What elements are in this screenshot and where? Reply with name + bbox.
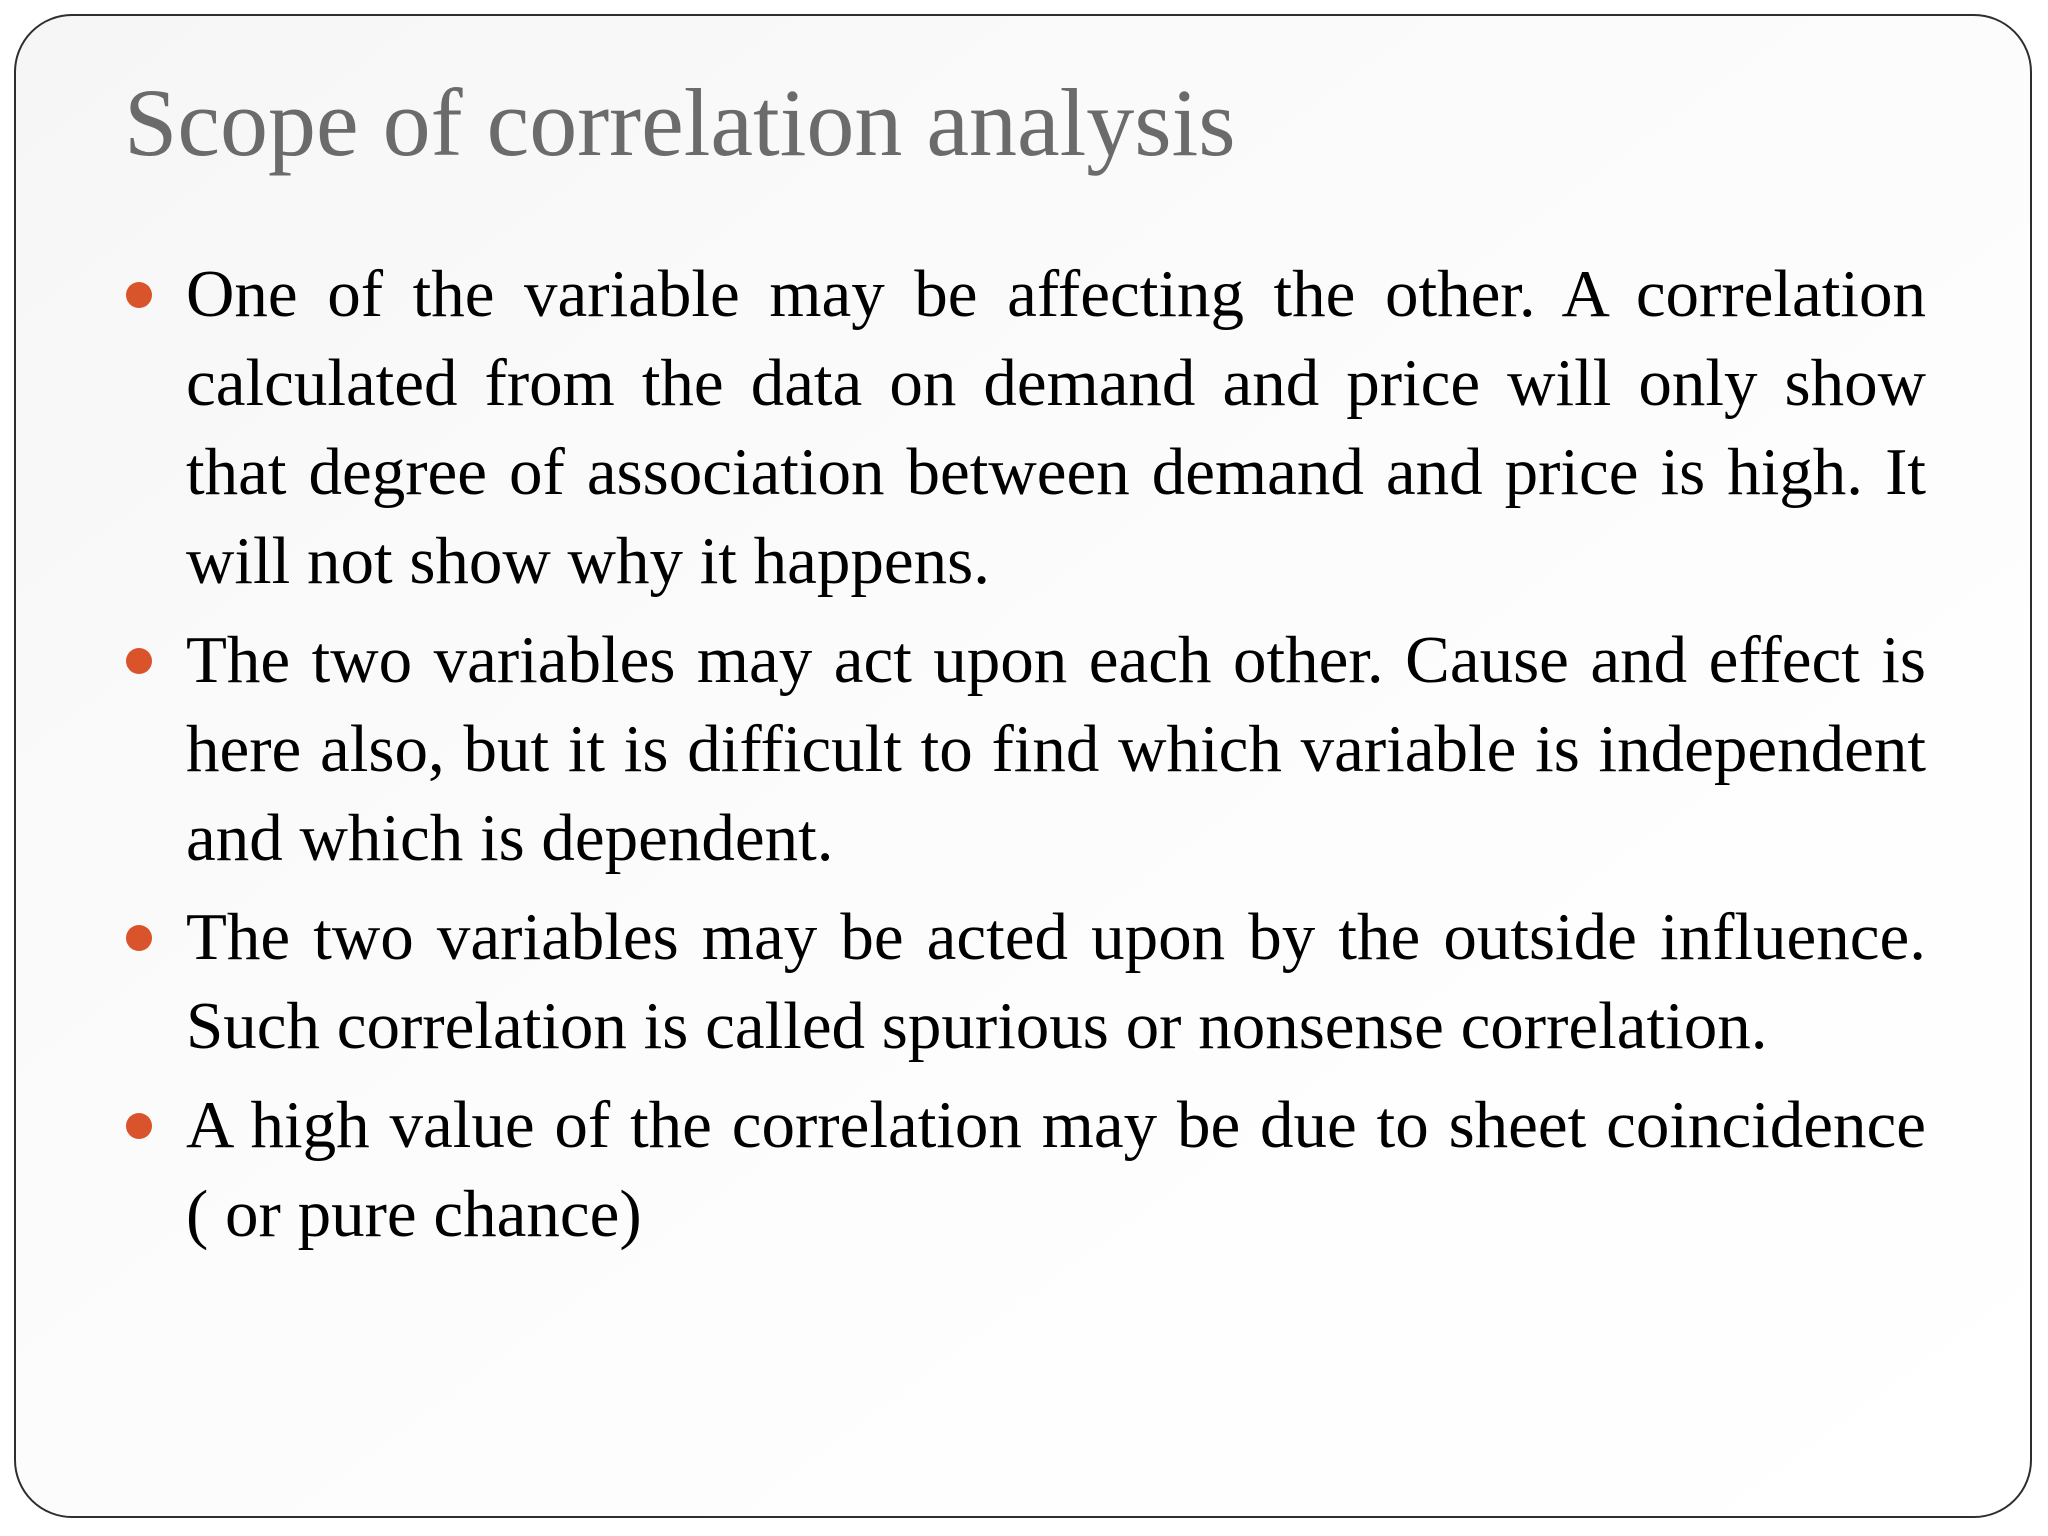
bullet-dot-icon xyxy=(126,648,152,674)
bullet-dot-icon xyxy=(126,1113,152,1139)
bullet-item xyxy=(126,1081,1926,1259)
bullet-text: A high value of the correlation may be due to sheet coincidence ( or pure chance) xyxy=(186,1088,1926,1251)
bullet-item xyxy=(126,893,1926,1071)
bullet-text: One of the variable may be affecting the other. A correlation calculated from the data on demand and price will only show that degree of association between demand and price is high. It will not show why it happens. xyxy=(186,257,1926,598)
bullet-item xyxy=(126,616,1926,883)
bullet-text: The two variables may act upon each other. Cause and effect is here also, but it is difficult to find which variable is independent and which is dependent. xyxy=(186,623,1926,875)
bullet-text: The two variables may be acted upon by the outside influence. Such correlation is called spurious or nonsense correlation. xyxy=(186,900,1926,1063)
bullet-dot-icon xyxy=(126,925,152,951)
slide-title: Scope of correlation analysis xyxy=(124,69,1236,176)
bullet-list xyxy=(126,250,1926,1269)
bullet-dot-icon xyxy=(126,282,152,308)
bullet-item xyxy=(126,250,1926,606)
